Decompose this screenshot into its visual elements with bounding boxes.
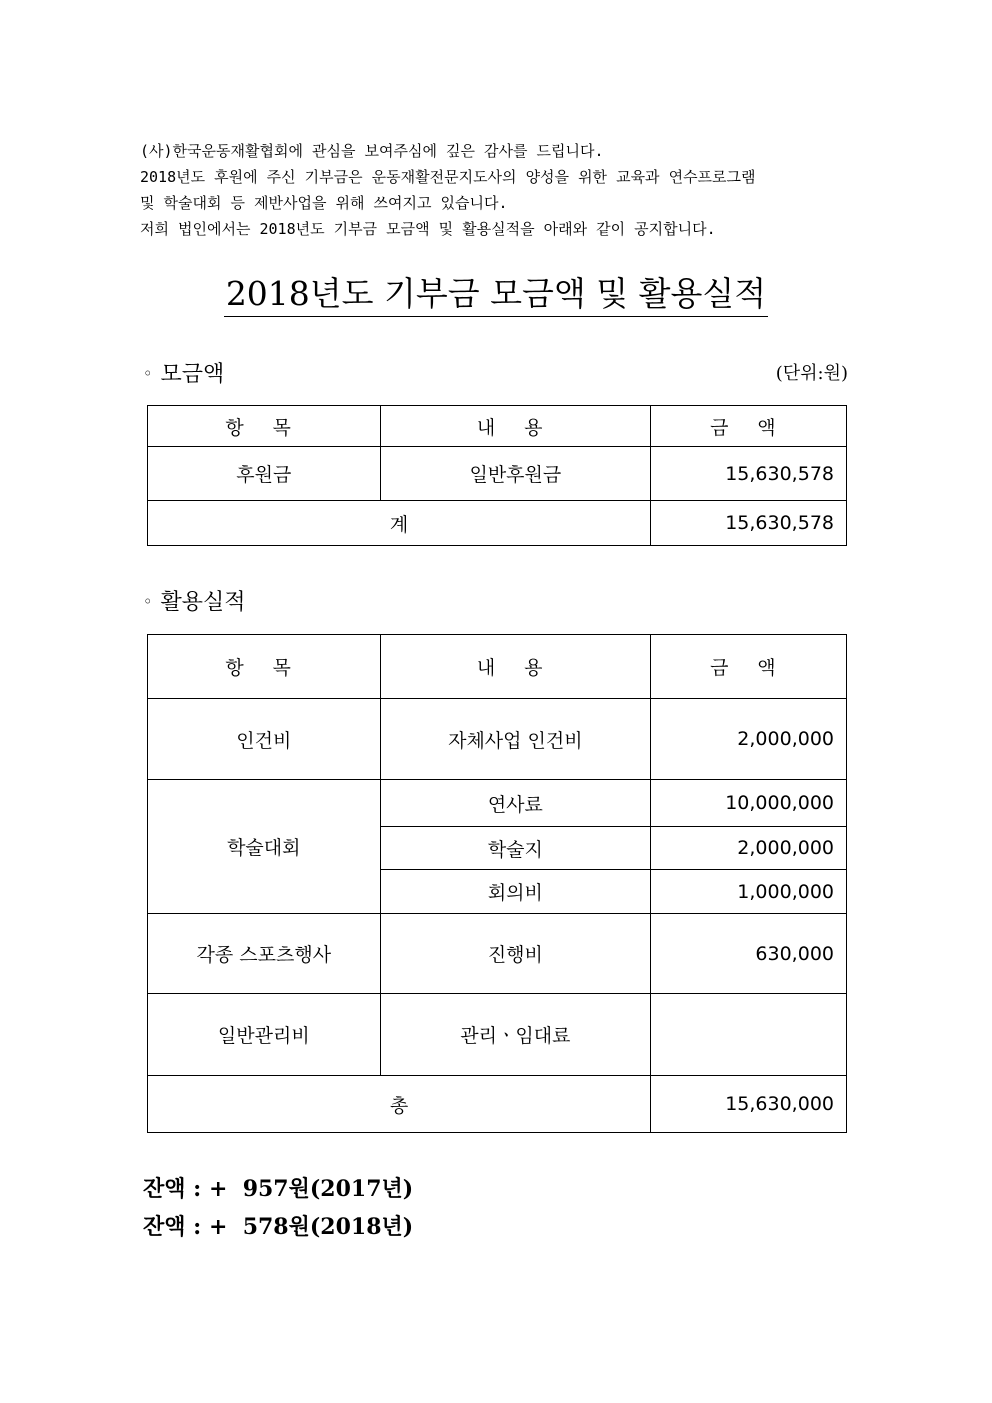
intro-line: 및 학술대회 등 제반사업을 위해 쓰여지고 있습니다. xyxy=(140,194,508,212)
table-row xyxy=(148,780,847,827)
cell-item: 후원금 xyxy=(148,447,381,501)
cell-item: 인건비 xyxy=(148,699,381,780)
total-amount: 15,630,000 xyxy=(651,1076,847,1133)
total-amount: 15,630,578 xyxy=(651,501,847,546)
balance-2017: 잔액 : + 957원(2017년) xyxy=(143,1176,414,1202)
header-amount: 금 액 xyxy=(651,635,847,699)
fundraising-section-heading xyxy=(143,359,848,390)
circle-bullet-icon: ◦ xyxy=(143,592,153,611)
fundraising-heading-text: 모금액 xyxy=(160,362,225,387)
cell-content: 진행비 xyxy=(380,914,651,994)
total-label: 계 xyxy=(148,501,651,546)
table-header-row xyxy=(148,406,847,447)
table-total-row xyxy=(148,1076,847,1133)
header-item: 항 목 xyxy=(148,635,381,699)
table-row xyxy=(148,914,847,994)
cell-content: 일반후원금 xyxy=(380,447,651,501)
intro-line: (사)한국운동재활협회에 관심을 보여주심에 깊은 감사를 드립니다. xyxy=(140,142,604,160)
unit-label: (단위:원) xyxy=(775,363,848,384)
cell-item: 학술대회 xyxy=(148,780,381,914)
intro-line: 2018년도 후원에 주신 기부금은 운동재활전문지도사의 양성을 위한 교육과 연수프로그램 xyxy=(140,168,756,186)
cell-amount: 10,000,000 xyxy=(651,780,847,827)
intro-text xyxy=(140,138,860,242)
table-row xyxy=(148,447,847,501)
document-title-wrap xyxy=(0,274,992,317)
table-row xyxy=(148,699,847,780)
table-header-row xyxy=(148,635,847,699)
cell-amount: 2,000,000 xyxy=(651,699,847,780)
cell-amount xyxy=(651,994,847,1076)
balance-2018: 잔액 : + 578원(2018년) xyxy=(143,1214,414,1240)
cell-amount: 2,000,000 xyxy=(651,827,847,870)
table-total-row xyxy=(148,501,847,546)
cell-content: 관리ㆍ임대료 xyxy=(380,994,651,1076)
header-content: 내 용 xyxy=(380,635,651,699)
usage-table xyxy=(147,634,847,1133)
cell-content: 연사료 xyxy=(380,780,651,827)
usage-heading-text: 활용실적 xyxy=(160,590,246,615)
document-title: 2018년도 기부금 모금액 및 활용실적 xyxy=(224,274,768,317)
usage-section-heading xyxy=(143,587,848,618)
cell-content: 자체사업 인건비 xyxy=(380,699,651,780)
cell-amount: 15,630,578 xyxy=(651,447,847,501)
cell-amount: 630,000 xyxy=(651,914,847,994)
fundraising-table xyxy=(147,405,847,546)
intro-line: 저희 법인에서는 2018년도 기부금 모금액 및 활용실적을 아래와 같이 공지합니다. xyxy=(140,220,716,238)
cell-amount: 1,000,000 xyxy=(651,870,847,914)
cell-item: 각종 스포츠행사 xyxy=(148,914,381,994)
header-amount: 금 액 xyxy=(651,406,847,447)
cell-item: 일반관리비 xyxy=(148,994,381,1076)
header-content: 내 용 xyxy=(380,406,651,447)
circle-bullet-icon: ◦ xyxy=(143,364,153,383)
total-label: 총 xyxy=(148,1076,651,1133)
cell-content: 학술지 xyxy=(380,827,651,870)
header-item: 항 목 xyxy=(148,406,381,447)
cell-content: 회의비 xyxy=(380,870,651,914)
table-row xyxy=(148,994,847,1076)
